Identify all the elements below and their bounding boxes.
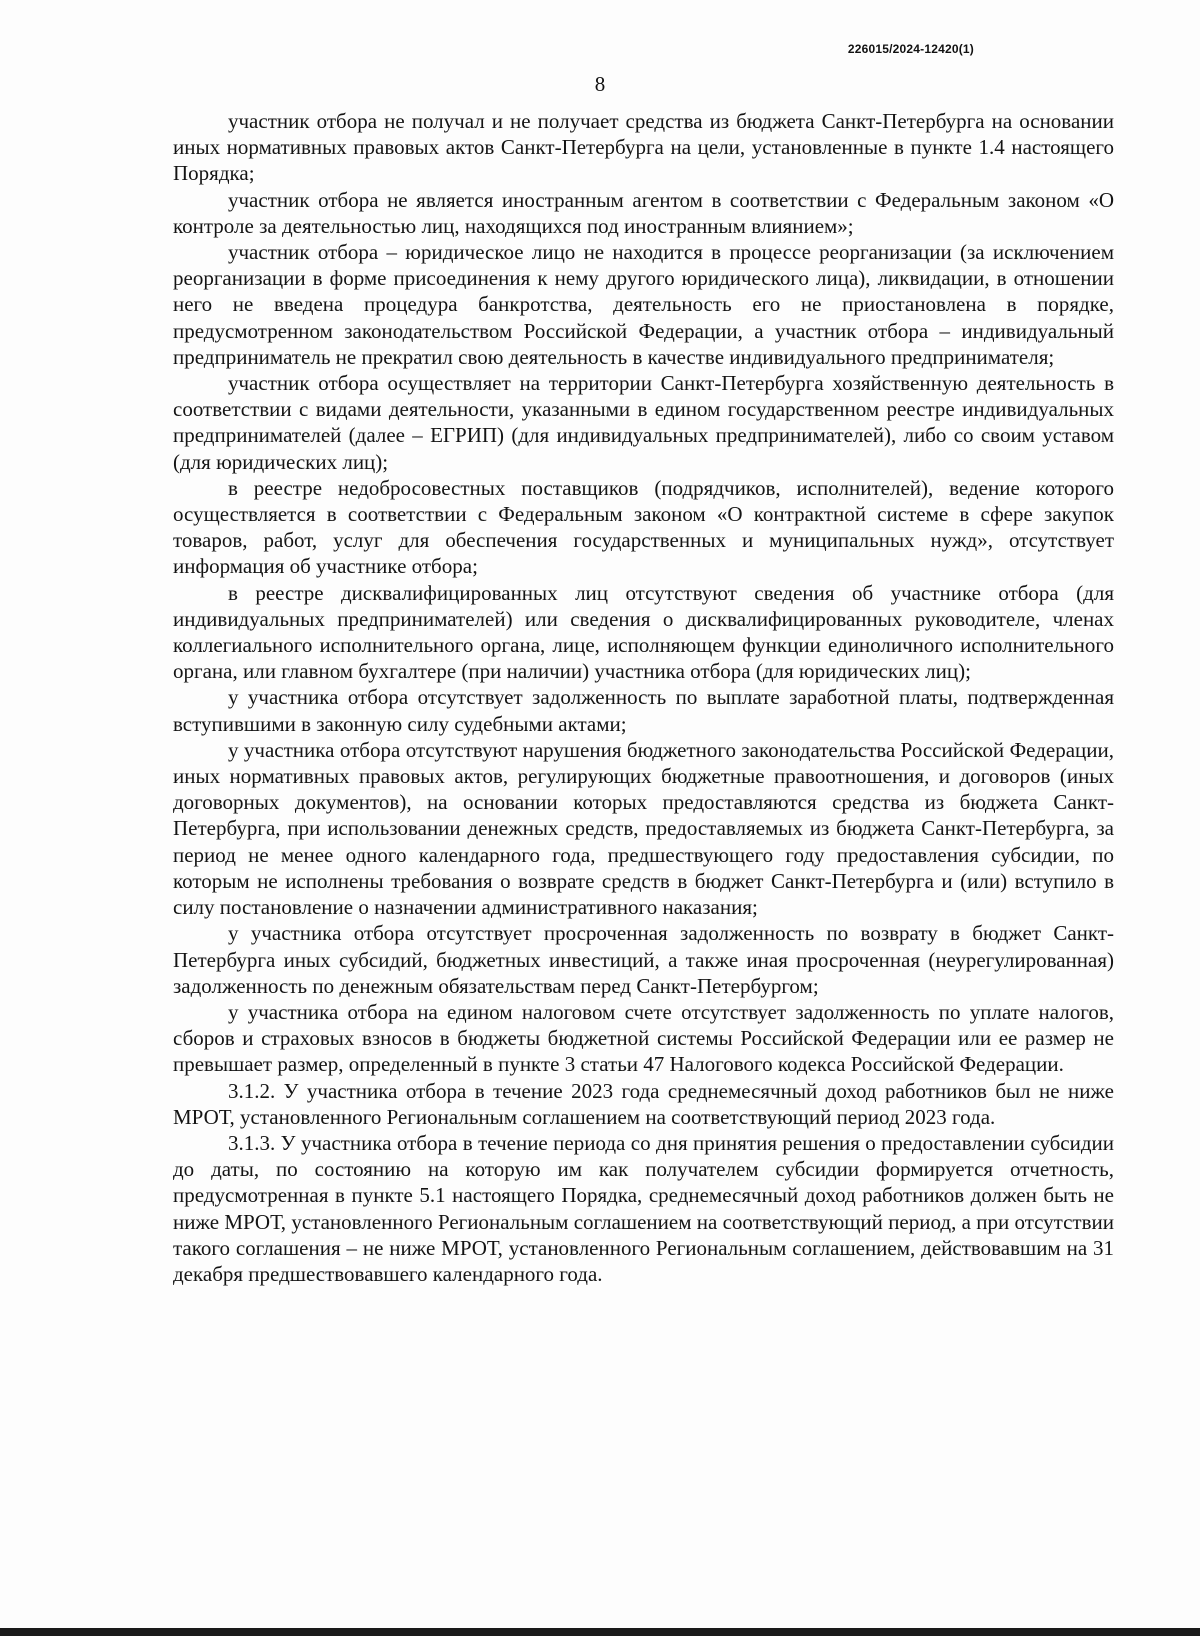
paragraph-unfair-suppliers: в реестре недобросовестных поставщиков (подрядчиков, исполнителей), ведение которого осуществляется в соответствии с Федеральным законом «О контрактной системе в сфере закупок товаров, работ, услуг для обеспечения государственных и муниципальных нужд», отсутствует информация об участнике отбора;: [173, 475, 1114, 579]
document-body: [173, 108, 1114, 1287]
paragraph-foreign-agent: участник отбора не является иностранным агентом в соответствии с Федеральным законом «О контроле за деятельностью лиц, находящихся под иностранным влиянием»;: [173, 187, 1114, 238]
paragraph-overdue-debt: у участника отбора отсутствует просроченная задолженность по возврату в бюджет Санкт-Петербурга иных субсидий, бюджетных инвестиций, а также иная просроченная (неурегулированная) задолженность по денежным обязательствам перед Санкт-Петербургом;: [173, 921, 1114, 998]
page-number: 8: [594, 72, 606, 96]
paragraph-clause-3-1-3: 3.1.3. У участника отбора в течение периода со дня принятия решения о предоставлении субсидии до даты, по состоянию на которую им как получателем субсидии формируется отчетность, предусмотренная в пункте 5.1 настоящего Порядка, среднемесячный доход работников должен быть не ниже МРОТ, установленного Региональным соглашением на соответствующий период, а при отсутствии такого соглашения – не ниже МРОТ, установленного Региональным соглашением, действовавшим на 31 декабря предшествовавшего календарного года.: [173, 1130, 1114, 1286]
paragraph-budget-violations: у участника отбора отсутствуют нарушения бюджетного законодательства Российской Федерации, иных нормативных правовых актов, регулирующих бюджетные правоотношения, и договоров (иных договорных документов), на основании которых предоставляются средства из бюджета Санкт-Петербурга, при использовании денежных средств, предоставляемых из бюджета Санкт-Петербурга, за период не менее одного календарного года, предшествующего году предоставления субсидии, по которым не исполнены требования о возврате средств в бюджет Санкт-Петербурга и (или) вступило в силу постановление о назначении административного наказания;: [173, 737, 1114, 920]
paragraph-wage-arrears: у участника отбора отсутствует задолженность по выплате заработной платы, подтвержденная вступившими в законную силу судебными актами;: [173, 685, 1114, 736]
document-registration-number: 226015/2024-12420(1): [847, 42, 974, 56]
scan-bottom-edge: [0, 1628, 1200, 1636]
paragraph-clause-3-1-2: 3.1.2. У участника отбора в течение 2023 года среднемесячный доход работников был не ниже МРОТ, установленного Региональным соглашением на соответствующий период 2023 года.: [173, 1078, 1114, 1129]
paragraph-tax-debt: у участника отбора на едином налоговом счете отсутствует задолженность по уплате налогов, сборов и страховых взносов в бюджеты бюджетной системы Российской Федерации или ее размер не превышает размер, определенный в пункте 3 статьи 47 Налогового кодекса Российской Федерации.: [173, 999, 1114, 1077]
paragraph-economic-activity: участник отбора осуществляет на территории Санкт-Петербурга хозяйственную деятельность в соответствии с видами деятельности, указанными в едином государственном реестре индивидуальных предпринимателей (далее – ЕГРИП) (для индивидуальных предпринимателей), либо со своим уставом (для юридических лиц);: [173, 371, 1114, 474]
paragraph-budget-funds: участник отбора не получал и не получает средства из бюджета Санкт-Петербурга на основании иных нормативных правовых актов Санкт-Петербурга на цели, установленные в пункте 1.4 настоящего Порядка;: [173, 109, 1114, 186]
paragraph-disqualified-persons: в реестре дисквалифицированных лиц отсутствуют сведения об участнике отбора (для индивидуальных предпринимателей) или сведения о дисквалифицированных руководителе, членах коллегиального исполнительного органа, лице, исполняющем функции единоличного исполнительного органа, или главном бухгалтере (при наличии) участника отбора (для юридических лиц);: [173, 580, 1114, 684]
paragraph-reorganization: участник отбора – юридическое лицо не находится в процессе реорганизации (за исключением реорганизации в форме присоединения к нему другого юридического лица), ликвидации, в отношении него не введена процедура банкротства, деятельность его не приостановлена в порядке, предусмотренном законодательством Российской Федерации, а участник отбора – индивидуальный предприниматель не прекратил свою деятельность в качестве индивидуального предпринимателя;: [173, 240, 1114, 369]
